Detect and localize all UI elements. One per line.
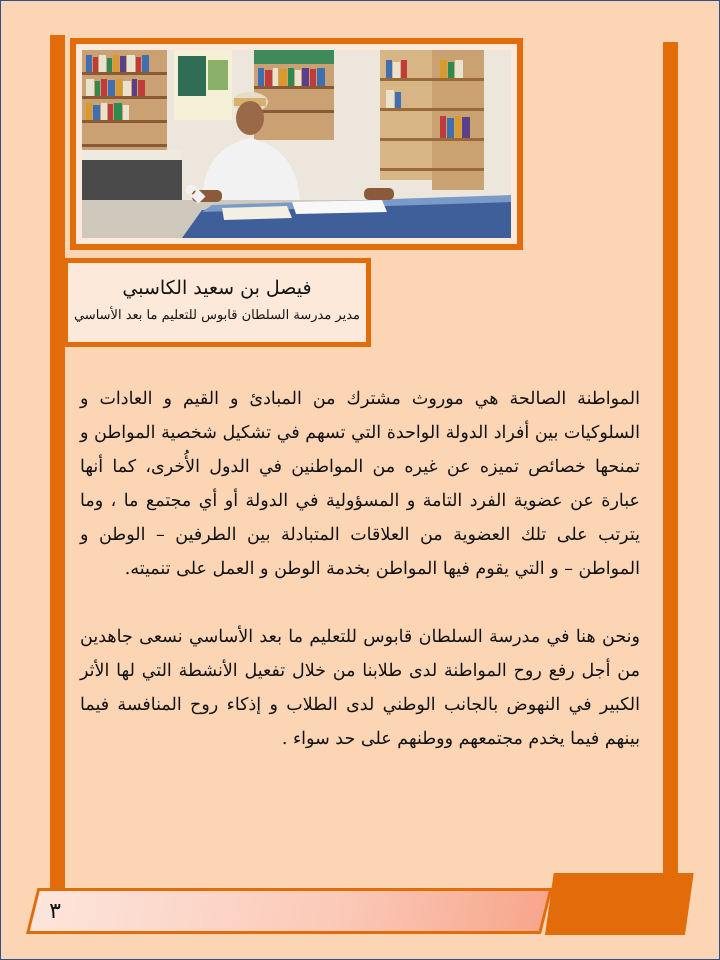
footer-bar [26,888,552,934]
footer-accent-block [545,873,694,935]
author-name-card [63,258,371,347]
article-paragraph: ونحن هنا في مدرسة السلطان قابوس للتعليم ما بعد الأساسي نسعى جاهدين من أجل رفع روح المواطنة لدى طلابنا من خلال تفعيل الأنشطة التي لها الأثر الكبير في النهوض بالجانب الوطني لدى الطلاب و إذكاء روح المنافسة فيما بينهم فيما يخدم مجتمعهم ووطنهم على حد سواء . [80,627,640,749]
author-name: فيصل بن سعيد الكاسبي [122,277,312,299]
photo-frame [70,38,523,250]
portrait-photo [82,50,511,238]
library-scene-illustration [82,50,511,238]
left-accent-bar [50,35,65,890]
article-body [80,382,640,756]
page-number: ٣ [49,899,61,924]
article-paragraph: المواطنة الصالحة هي موروث مشترك من المبادئ و القيم و العادات و السلوكيات بين أفراد الدولة الواحدة التي تسهم في تشكيل شخصية المواطن و تمنحها خصائص تميزه عن غيره من المواطنين في الدول الأُخرى، كما أنها عبارة عن عضوية الفرد التامة و المسؤولية في الدولة أو أي مجتمع ما ، وما يترتب على تلك العضوية من العلاقات المتبادلة بين الطرفين – الوطن و المواطن – و التي يقوم فيها المواطن بخدمة الوطن و العمل على تنميته. [80,389,640,579]
author-position: مدير مدرسة السلطان قابوس للتعليم ما بعد الأساسي [73,307,361,323]
right-accent-bar [663,42,678,874]
